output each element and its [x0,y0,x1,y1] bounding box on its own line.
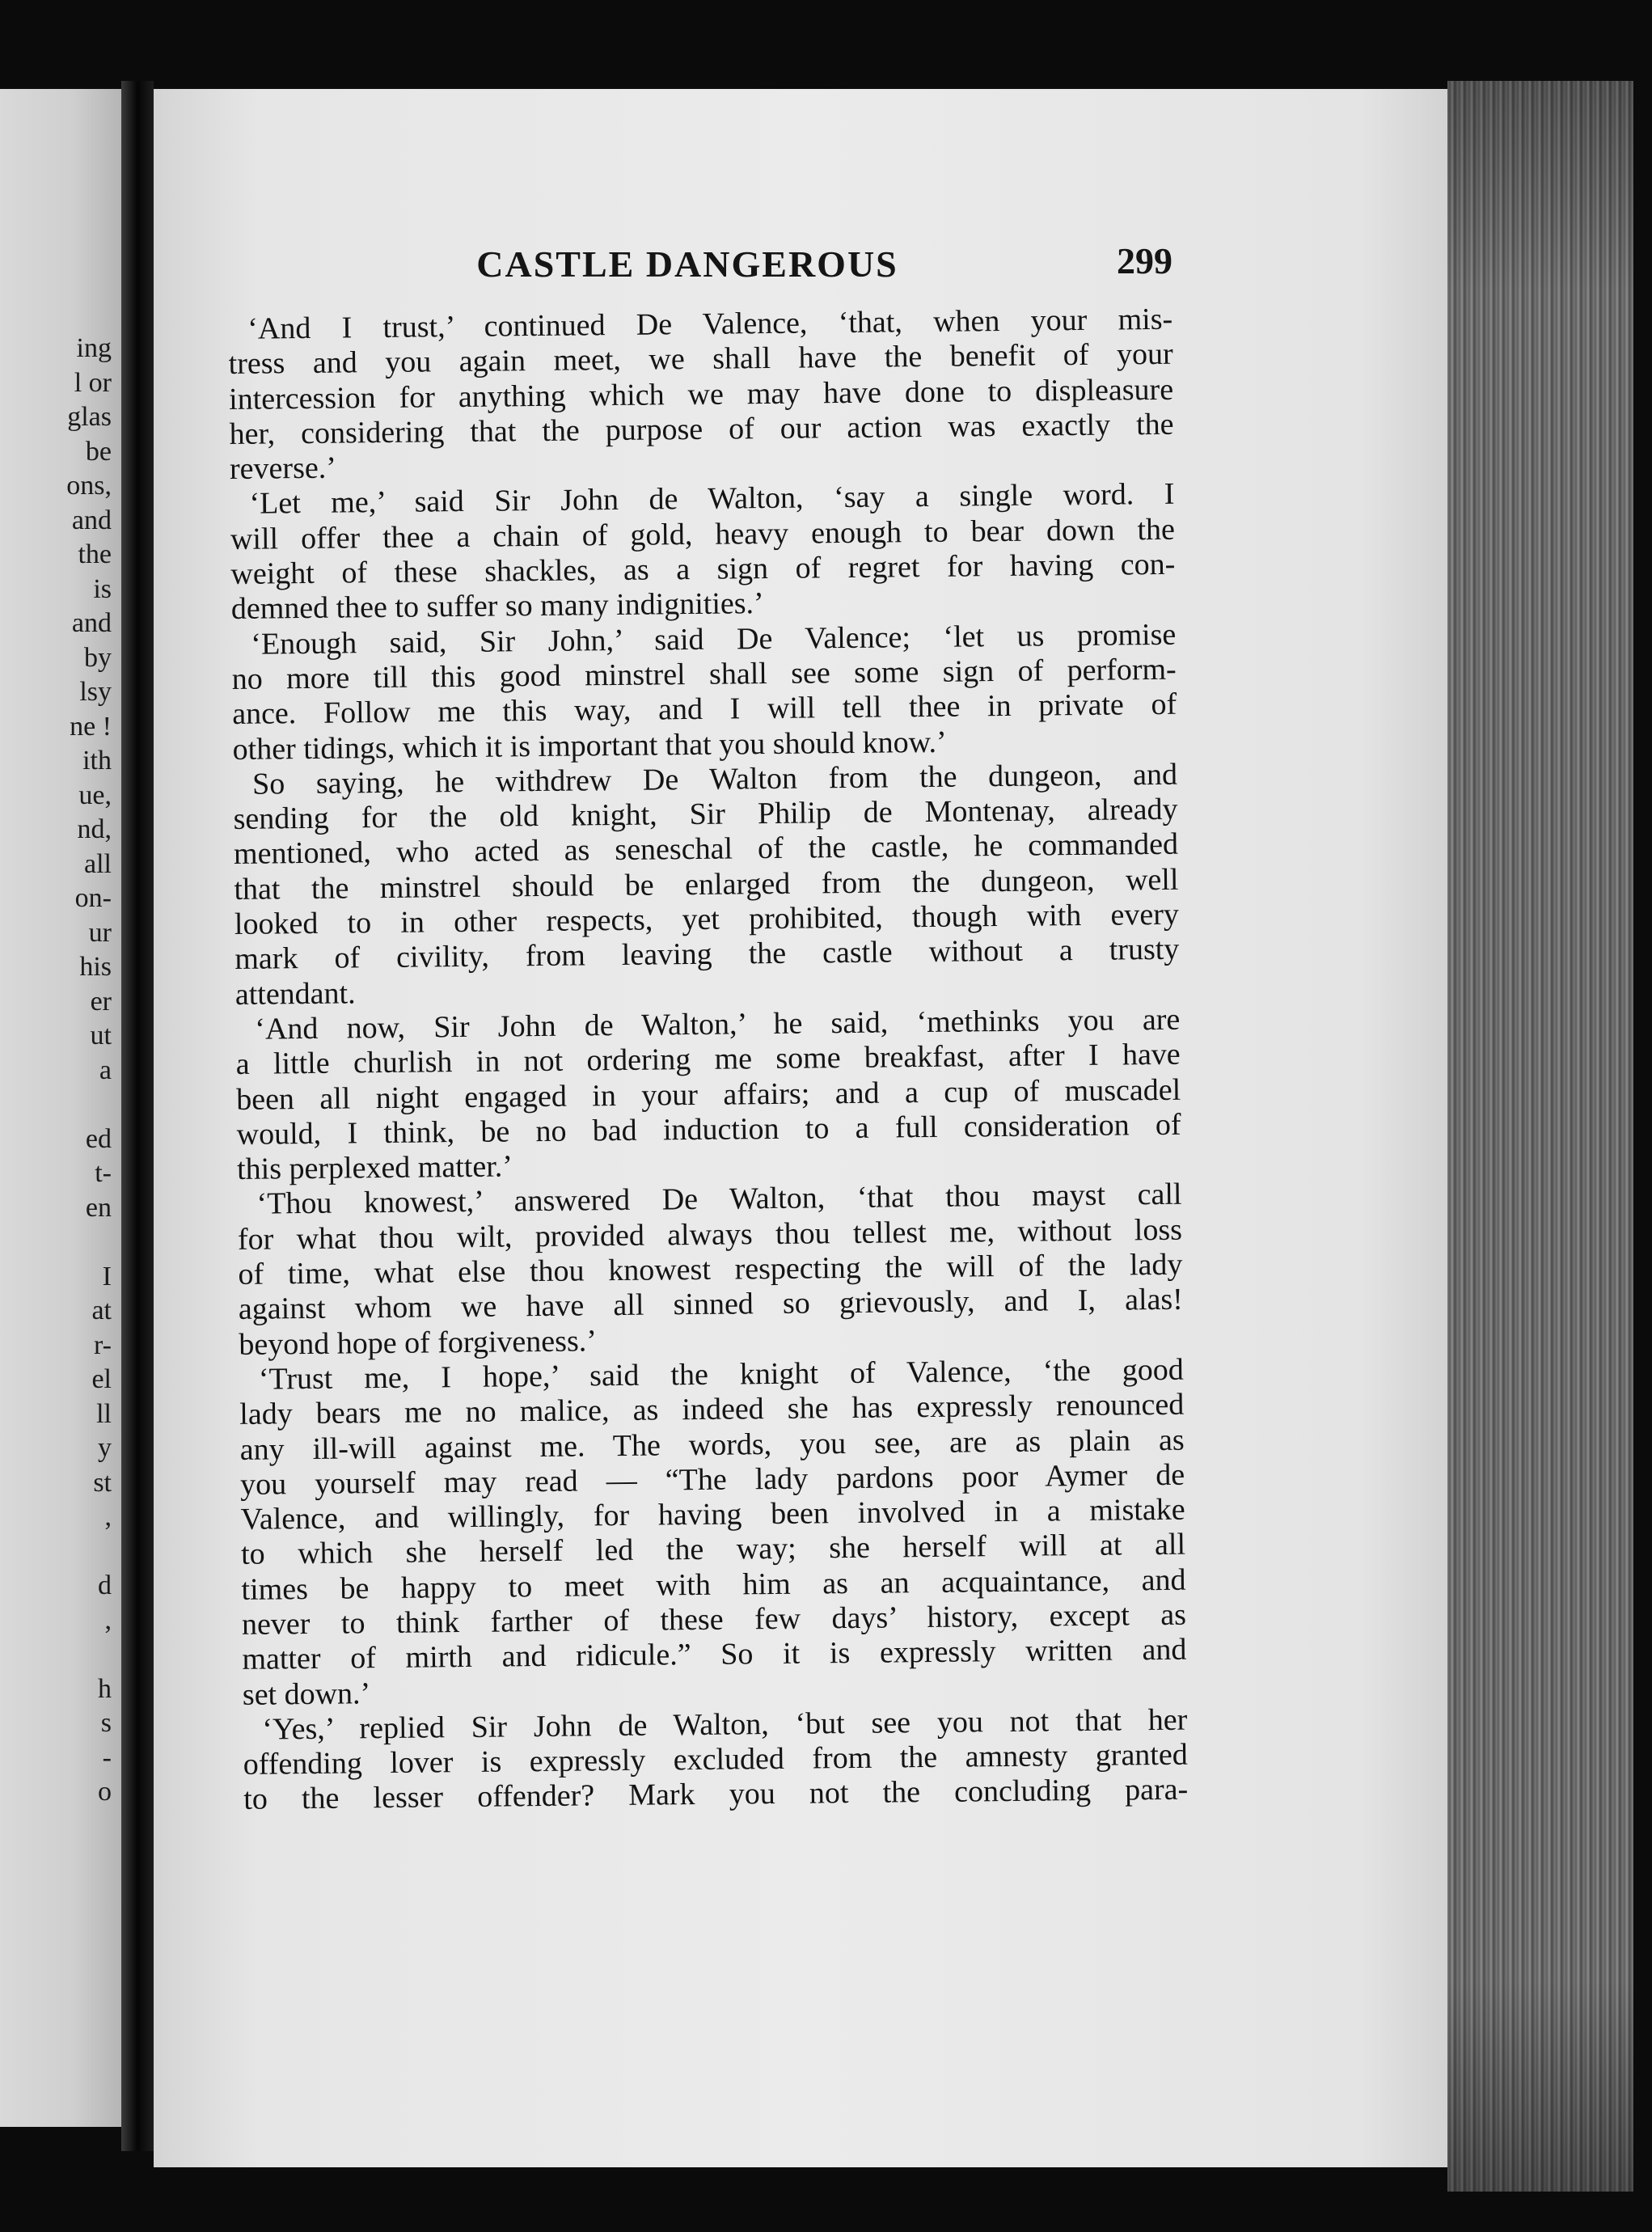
running-head: CASTLE DANGEROUS [476,243,898,285]
text-line: set down.’ [242,1676,371,1712]
left-page-fragment: , [104,1604,112,1635]
body-text [228,302,1188,1818]
text-line: this perplexed matter.’ [236,1149,513,1187]
left-page-fragment [23,1638,112,1672]
left-page-fragment: his [79,952,112,982]
text-line: you yourself may read — “The lady pardons poor Aymer de [239,1457,1185,1502]
left-page-fragment: the [78,539,112,569]
left-page-fragment: l or [74,367,112,398]
text-line: that the minstrel should be enlarged from the dungeon, well [234,862,1179,907]
left-page-fragment: be [85,436,112,467]
text-line: would, I think, be no bad induction to a full consideration of [236,1107,1181,1152]
left-page-fragment: - [102,1742,112,1773]
left-page-fragment: , [104,1502,112,1532]
text-line: reverse.’ [229,450,337,487]
text-line: of time, what else thou knowest respecting the will of the lady [238,1247,1183,1291]
text-line: offending lover is expressly excluded from the amnesty granted [243,1737,1188,1782]
left-page-fragment [23,1225,112,1260]
left-page-fragment: on- [74,883,112,913]
left-page-fragment: I [102,1261,112,1291]
text-line: So saying, he withdrew De Walton from the dungeon, and [251,757,1178,801]
text-line: Valence, and willingly, for having been involved in a mistake [240,1492,1185,1537]
text-line: ‘Thou knowest,’ answered De Walton, ‘that thou mayst call [256,1177,1182,1222]
left-page-fragment [23,1535,112,1570]
left-page-fragment: ue, [78,780,112,810]
left-page-fragment: glas [67,402,112,432]
page-number: 299 [1117,240,1172,281]
left-page-fragment: nd, [77,814,112,844]
text-line: been all night engaged in your affairs; and a cup of muscadel [235,1072,1181,1117]
text-line: intercession for anything which we may have done to displeasure [228,372,1174,416]
text-line: beyond hope of forgiveness.’ [239,1323,598,1362]
text-line: ‘Let me,’ said Sir John de Walton, ‘say a single word. I [249,477,1175,522]
text-line: any ill-will against me. The words, you see, are as plain as [239,1422,1185,1467]
text-line: ‘Trust me, I hope,’ said the knight of Valence, ‘the good [258,1352,1184,1397]
left-page-fragment: en [85,1192,112,1223]
text-line: weight of these shackles, as a sign of regret for having con- [230,547,1176,592]
left-page-fragment: st [93,1467,112,1498]
text-line: ‘Enough said, Sir John,’ said De Valence; ‘let us promise [251,617,1177,662]
left-page-fragment: and [71,505,112,535]
left-page-fragment: and [71,608,112,638]
text-line: mentioned, who acted as seneschal of the castle, he commanded [233,827,1179,872]
text-line: lady bears me no malice, as indeed she has expressly renounced [239,1387,1185,1432]
left-page-fragment: ed [85,1123,112,1154]
text-line: never to think farther of these few days’ history, except as [241,1597,1187,1642]
text-line: tress and you again meet, we shall have the benefit of your [228,337,1173,382]
left-page-fragment: h [98,1673,112,1704]
left-page-fragment: er [90,986,112,1017]
text-line: attendant. [234,976,356,1012]
left-page-fragment: el [91,1364,112,1394]
left-page-fragment: a [99,1055,112,1085]
left-facing-page [0,89,121,2127]
left-page-fragment: t- [95,1158,112,1188]
left-page-fragment: lsy [79,677,112,707]
book-gutter [121,81,154,2151]
text-line: demned thee to suffer so many indignities.’ [230,586,764,627]
left-page-fragment: r- [94,1329,112,1360]
text-line: a little churlish in not ordering me some breakfast, after I have [235,1037,1181,1082]
text-line: no more till this good minstrel shall see some sign of perform- [231,652,1177,696]
text-line: for what thou wilt, provided always thou tellest me, without loss [237,1212,1183,1257]
left-page-fragment: all [84,848,112,879]
left-page-fragment: y [98,1433,112,1463]
text-line: matter of mirth and ridicule.” So it is expressly written and [242,1632,1187,1677]
left-page-fragment: ing [76,333,112,363]
left-page-fragment [23,1088,112,1122]
left-page-fragment: o [98,1777,112,1807]
left-page-fragment: ith [82,746,112,776]
left-page-fragment: ut [90,1021,112,1050]
text-line: sending for the old knight, Sir Philip de Montenay, already [233,792,1178,837]
text-line: looked to in other respects, yet prohibited, though with every [234,897,1180,942]
text-line: her, considering that the purpose of our action was exactly the [229,407,1174,451]
left-page-fragment: at [91,1296,112,1325]
text-line: other tidings, which it is important that you should know.’ [232,725,947,767]
left-page-fragment: ll [96,1398,112,1429]
left-page-fragment: is [93,573,112,604]
left-page-fragment: ne ! [70,711,112,742]
left-page-fragment: s [100,1708,112,1738]
left-page-fragment: d [98,1570,112,1600]
text-line: ‘And now, Sir John de Walton,’ he said, ‘methinks you are [255,1002,1181,1046]
text-line: ance. Follow me this way, and I will tell thee in private of [231,687,1177,732]
text-line: times be happy to meet with him as an acquaintance, and [241,1562,1186,1607]
text-line: will offer thee a chain of gold, heavy enough to bear down the [230,512,1176,556]
text-line: to the lesser offender? Mark you not the concluding para- [243,1773,1189,1817]
left-page-fragment: ons, [66,471,112,501]
left-page-fragment: ur [88,917,112,948]
text-line: ‘And I trust,’ continued De Valence, ‘that, when your mis- [247,302,1173,346]
text-line: ‘Yes,’ replied Sir John de Walton, ‘but see you not that her [262,1702,1188,1747]
text-line: against whom we have all sinned so grievously, and I, alas! [238,1283,1184,1327]
left-page-fragment: by [84,642,112,673]
left-page-text-fragments [23,332,112,1810]
page-fore-edge [1447,81,1633,2192]
text-line: mark of civility, from leaving the castle without a trusty [234,932,1180,977]
text-line: to which she herself led the way; she herself will at all [240,1528,1186,1572]
